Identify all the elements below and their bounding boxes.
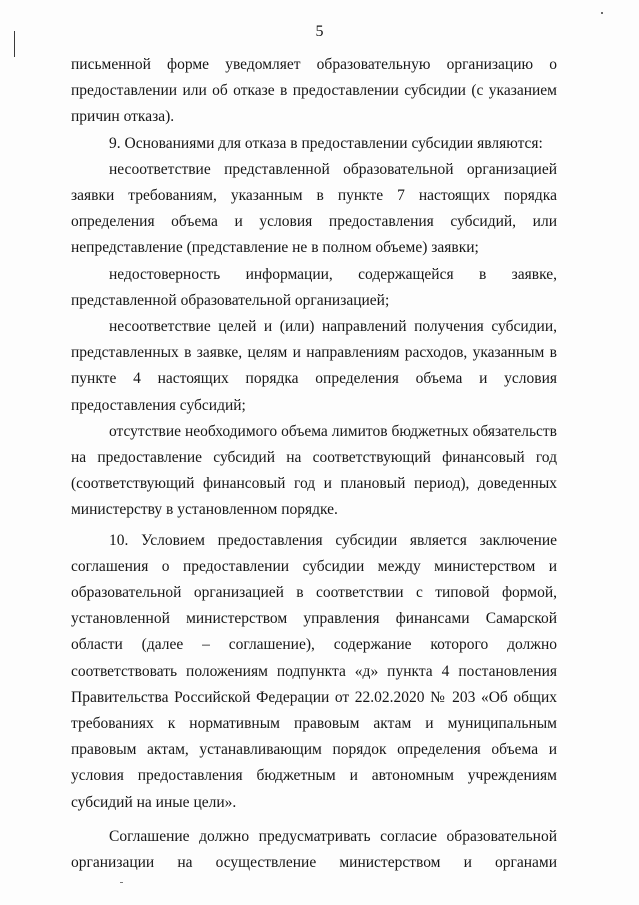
paragraph-agreement-consent: Соглашение должно предусматривать согласие образовательной организации на осуществление министерством и органами [71,827,557,872]
document-body [71,52,557,876]
paragraph-ground-unreliable: недостоверность информации, содержащейся в заявке, представленной образовательной организацией; [71,265,557,309]
paragraph-item-9: 9. Основаниями для отказа в предоставлении субсидии являются: [109,134,543,152]
paragraph-ground-goals: несоответствие целей и (или) направлений получения субсидии, представленных в заявке, целям и направлениям расходов, указанным в пункте 4 настоящих порядка определения объема и условия предоставления субсидий; [71,318,557,414]
paragraph-ground-mismatch: несоответствие представленной образовательной организацией заявки требованиям, указанным в пункте 7 настоящих порядка определения объема и условия предоставления субсидий, или непредставление (представление не в полном объеме) заявки; [71,160,557,257]
scan-artifact-dot [601,12,603,14]
paragraph-continuation: письменной форме уведомляет образовательную организацию о предоставлении или об отказе в предоставлении субсидии (с указанием причин отказа). [71,56,557,126]
paragraph-item-10: 10. Условием предоставления субсидии является заключение соглашения о предоставлении субсидии между министерством и образовательной организацией в соответствии с типовой формой, установленной министерством управления финансами Самарской области (далее – соглашение), содержание которого должно соответствовать положениям подпункта «д» пункта 4 постановления Правительства Российской Федерации от 22.02.2020 № 203 «Об общих требованиях к нормативным правовым актам и муниципальным правовым актам, устанавливающим порядок определения объема и условия предоставления бюджетным и автономным учреждениям субсидий на иные цели». [71,531,557,811]
page-number: 5 [315,23,324,40]
paragraph-ground-limits: отсутствие необходимого объема лимитов бюджетных обязательств на предоставление субсидий на соответствующий финансовый год (соответствующий финансовый год и плановый период), доведенных министерству в установленном порядке. [71,422,557,519]
scan-artifact-speck [120,882,123,883]
